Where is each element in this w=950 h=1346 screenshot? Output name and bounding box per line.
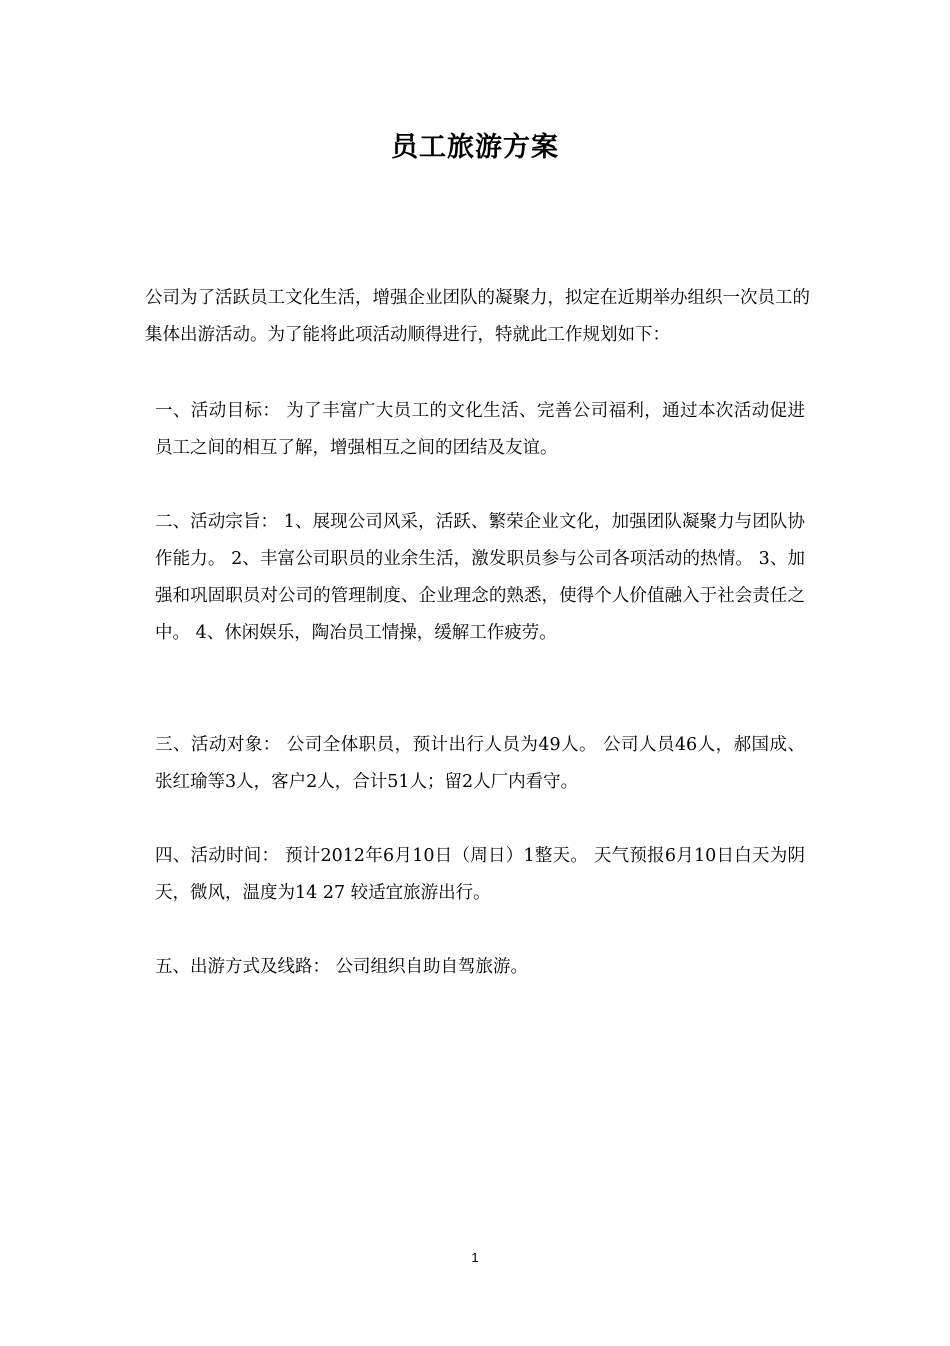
section-activity-purpose: 二、活动宗旨： 1、展现公司风采，活跃、繁荣企业文化，加强团队凝聚力与团队协作能力。 2、丰富公司职员的业余生活，激发职员参与公司各项活动的热情。 3、加强和巩固职员对公司的管理制度、企业理念的熟悉，使得个人价值融入于社会责任之中。 4、休闲娱乐，陶冶员工情操，缓解工作疲劳。 (155, 512, 805, 643)
document-title: 员工旅游方案 (391, 132, 559, 163)
section-activity-participants: 三、活动对象： 公司全体职员，预计出行人员为49人。 公司人员46人，郝国成、张红瑜等3人，客户2人，合计51人；留2人厂内看守。 (155, 735, 805, 792)
section-activity-goal: 一、活动目标： 为了丰富广大员工的文化生活、完善公司福利，通过本次活动促进员工之间的相互了解，增强相互之间的团结及友谊。 (155, 401, 805, 458)
section-activity-time: 四、活动时间： 预计2012年6月10日（周日）1整天。 天气预报6月10日白天为阴天，微风，温度为14 27 较适宜旅游出行。 (155, 846, 805, 903)
page-number: 1 (471, 1250, 479, 1265)
section-travel-route: 五、出游方式及线路： 公司组织自助自驾旅游。 (155, 957, 529, 977)
intro-paragraph: 公司为了活跃员工文化生活，增强企业团队的凝聚力，拟定在近期举办组织一次员工的集体出游活动。为了能将此项活动顺得进行，特就此工作规划如下： (145, 288, 810, 345)
